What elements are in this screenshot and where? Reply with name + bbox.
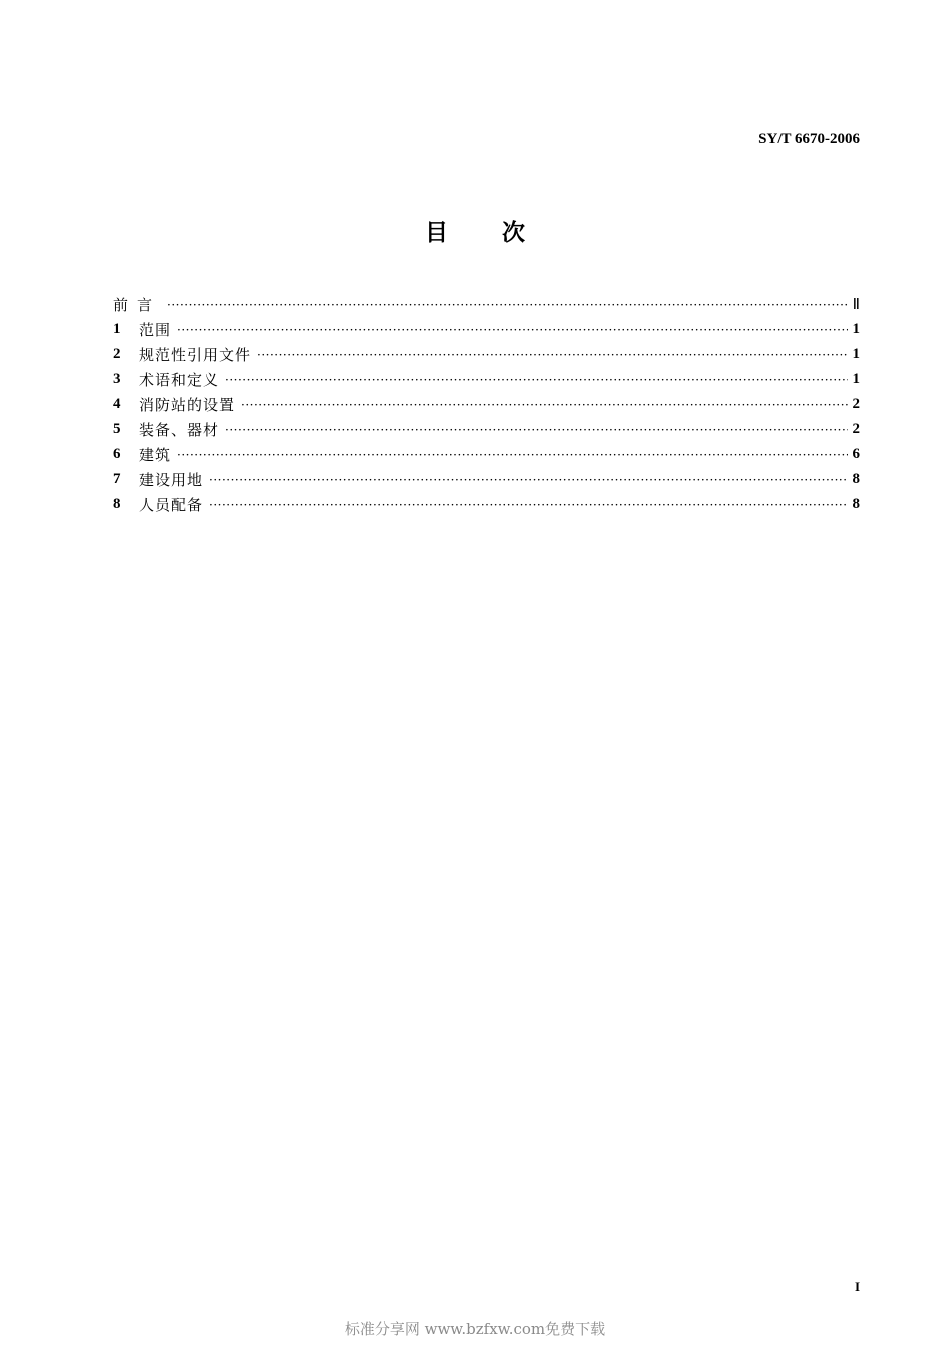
dot-leader	[177, 324, 848, 336]
dot-leader	[225, 374, 848, 386]
toc-title: 目次	[425, 220, 579, 246]
toc-entry-page: 6	[852, 446, 860, 462]
toc-entry-label: 建设用地	[139, 471, 204, 489]
dot-leader	[225, 424, 848, 436]
toc-entry-label: 消防站的设置	[139, 396, 236, 414]
toc-entry-page: 8	[852, 496, 860, 512]
toc-entry-station-setup[interactable]	[113, 392, 860, 417]
toc-entry-label: 建筑	[139, 446, 172, 464]
table-of-contents	[113, 292, 860, 517]
toc-entry-page: 1	[852, 346, 860, 362]
toc-entry-foreword[interactable]	[113, 292, 860, 317]
toc-entry-page: 8	[852, 471, 860, 487]
toc-entry-page: 1	[852, 321, 860, 337]
toc-entry-terms-definitions[interactable]	[113, 367, 860, 392]
toc-entry-label: 前言	[113, 296, 162, 314]
toc-entry-land-use[interactable]	[113, 467, 860, 492]
toc-entry-number: 2	[113, 346, 121, 362]
toc-entry-number: 5	[113, 421, 121, 437]
toc-entry-page: 1	[852, 371, 860, 387]
toc-entry-building[interactable]	[113, 442, 860, 467]
toc-entry-number: 6	[113, 446, 121, 462]
toc-entry-number: 8	[113, 496, 121, 512]
toc-entry-equipment[interactable]	[113, 417, 860, 442]
toc-entry-page: 2	[852, 421, 860, 437]
toc-entry-normative-references[interactable]	[113, 342, 860, 367]
toc-entry-label: 规范性引用文件	[139, 346, 252, 364]
toc-entry-label: 术语和定义	[139, 371, 220, 389]
toc-entry-page: Ⅱ	[852, 297, 860, 313]
dot-leader	[209, 499, 848, 511]
toc-entry-number: 1	[113, 321, 121, 337]
toc-entry-page: 2	[852, 396, 860, 412]
toc-entry-label: 范围	[139, 321, 172, 339]
toc-entry-label: 人员配备	[139, 496, 204, 514]
watermark: 标准分享网 www.bzfxw.com免费下载	[344, 1320, 606, 1338]
dot-leader	[257, 349, 848, 361]
toc-entry-number: 7	[113, 471, 121, 487]
toc-entry-scope[interactable]	[113, 317, 860, 342]
dot-leader	[209, 474, 848, 486]
toc-entry-number: 3	[113, 371, 121, 387]
toc-entry-number: 4	[113, 396, 121, 412]
toc-entry-label: 装备、器材	[139, 421, 220, 439]
standard-code: SY/T 6670-2006	[758, 131, 860, 147]
dot-leader	[177, 449, 848, 461]
dot-leader	[241, 399, 848, 411]
dot-leader	[167, 299, 848, 311]
page-number: I	[854, 1279, 860, 1294]
toc-entry-staffing[interactable]	[113, 492, 860, 517]
